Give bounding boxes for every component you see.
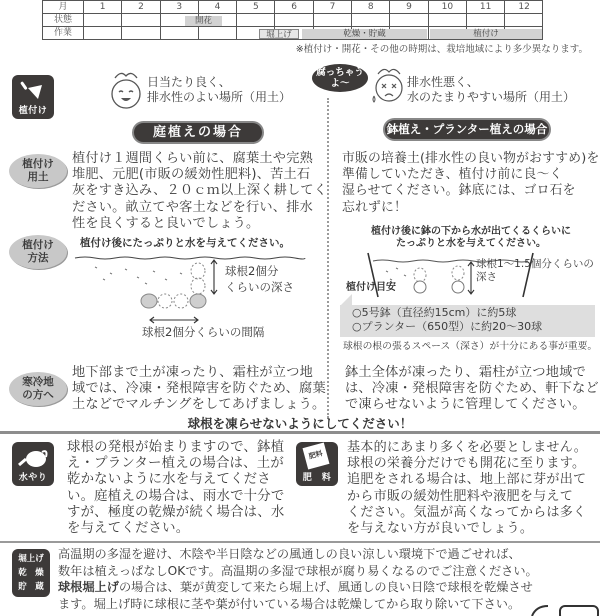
depth-line: くらいの深さ [225, 280, 294, 294]
storage-badge-label [18, 552, 44, 594]
planting-guide-label: 植付け目安 [346, 282, 396, 293]
pot-depth-label [476, 258, 594, 284]
text-line: 乾かないように水を与えてくださ [67, 472, 271, 488]
text-line: 堆肥、元肥(市販の緩効性肥料)、苦土石 [72, 167, 311, 183]
pot-soil-text [342, 151, 599, 216]
good-location-line: 排水性のよい場所（用土） [147, 90, 292, 104]
text-line: 球根の発根が始まりますので、鉢植 [67, 440, 285, 455]
guide-box-pointer [340, 294, 360, 306]
pot-water-instruction [356, 226, 586, 250]
bold-term: 球根堀上げ [58, 580, 119, 594]
text-line: 性を良くすると良いでしょう。 [72, 215, 260, 231]
bubble-line: 腐っちゃう [316, 67, 364, 78]
empty-cell [237, 14, 275, 26]
text-line: い。庭植えの場合は、雨水で十分で [67, 488, 285, 504]
calendar-note: ※植付け・開花・その他の時期は、栽培地域により多少異なります。 [295, 44, 588, 55]
text-line: え・プランター植えの場合は、土が [67, 456, 284, 472]
text-line: ださい。畝立てや客土などを行い、排水 [72, 199, 313, 215]
depth-line: 深さ [476, 271, 497, 283]
guide-item: ○プランター（650型）に約20～30球 [352, 320, 543, 333]
spacing-arrow-icon [148, 316, 200, 324]
digging-bar: 堀上げ [259, 29, 299, 39]
cold-label-line: 寒冷地 [22, 376, 54, 388]
empty-cell [429, 14, 467, 26]
soil-label-line: 用土 [27, 171, 49, 183]
text-line: 灰をすき込み、２０ｃｍ以上深く耕してく [72, 183, 328, 199]
watering-badge-label: 水やり [18, 473, 48, 483]
column-divider [327, 98, 329, 418]
watering-section-badge [12, 442, 54, 486]
depth-line: 球根1～1.5個分くらいの [476, 258, 594, 270]
month-cell: 4 [199, 1, 237, 13]
text-line: 球根の栄養分だけでも開花に至ります。 [347, 456, 586, 472]
text-line: 地下部まで土が凍ったり、霜柱が立つ地 [72, 365, 313, 380]
badge-line: 乾 燥 [18, 568, 44, 578]
text-line: 鉢土全体が凍ったり、霜柱が立つ地域で [345, 365, 586, 380]
text-line: 湿らせてください。鉢底には、ゴロ石を [342, 183, 576, 199]
garden-depth-label [225, 263, 294, 295]
empty-cell [467, 14, 505, 26]
calendar-status-row [43, 14, 542, 27]
empty-cell [314, 14, 352, 26]
text-line: を与えてください。 [67, 521, 190, 537]
pot-cold-text [345, 365, 599, 414]
text-line: 植付け１週間くらい前に、腐葉土や完熟 [72, 151, 313, 166]
empty-cell [84, 27, 122, 40]
soil-label [9, 154, 67, 188]
month-cell: 7 [314, 1, 352, 13]
garden-soil-text [72, 151, 327, 232]
month-cell: 6 [276, 1, 314, 13]
watering-can-icon [18, 447, 50, 469]
good-location-line: 日当たり良く、 [147, 75, 231, 89]
garden-planting-heading: 庭植えの場合 [132, 121, 264, 144]
bad-location-line: 排水性悪く、 [407, 75, 479, 89]
text-line: 高温期の多湿を避け、木陰や半日陰などの風通しの良い涼しい環境下で過ごせれば、 [58, 547, 521, 561]
decorative-corner-shape [530, 604, 600, 616]
fertilizer-bag-icon: 肥料 [303, 443, 330, 470]
bubble-line: よ～ [330, 78, 350, 89]
month-cell: 8 [352, 1, 390, 13]
watering-text [67, 440, 284, 537]
empty-cell [505, 14, 543, 26]
drying-storage-bar: 乾燥・貯蔵 [302, 29, 427, 39]
text-line: すが、極度の乾燥が続く場合は、水 [67, 504, 285, 520]
bad-location-line: 水のたまりやすい場所（用土） [407, 90, 576, 104]
planting-section-badge [12, 75, 54, 119]
fertilizer-badge-label: 肥 料 [302, 473, 332, 483]
pot-depth-note: 球根の根の張るスペース（深さ）が十分にある事が重要。 [343, 341, 598, 352]
text-line: を与えない方が良いでしょう。 [347, 521, 534, 537]
cold-label-line: の方へ [22, 389, 54, 401]
text-line: 域では、冷凍・発根障害を防ぐため、腐葉 [72, 381, 326, 397]
garden-spacing-label: 球根2個分くらいの間隔 [142, 325, 265, 339]
warning-speech-bubble [312, 64, 368, 92]
empty-cell [276, 14, 314, 26]
text-line: から市販の緩効性肥料や液肥を与えて [347, 488, 573, 504]
text-line [58, 579, 538, 596]
storage-text [58, 546, 538, 612]
month-cell: 10 [429, 1, 467, 13]
month-cell: 5 [237, 1, 275, 13]
garden-cold-text [72, 365, 326, 414]
guide-item: ○5号鉢（直径約15cm）に約5球 [352, 306, 517, 319]
section-divider [0, 541, 600, 543]
calendar-month-row [43, 1, 542, 14]
month-cell: 9 [390, 1, 428, 13]
empty-cell [161, 27, 199, 40]
planting-bar: 植付け [430, 29, 542, 39]
section-divider [0, 431, 600, 434]
text-line: 追肥をされる場合は、地上部に芽が出て [347, 472, 587, 488]
instruction-line: たっぷりと水を与えてください。 [396, 238, 546, 249]
text-line: 準備していただき、植付け前に良～く [342, 167, 563, 183]
text-line: 市販の培養土(排水性の良い物がおすすめ)を [342, 151, 600, 166]
empty-cell [352, 14, 390, 26]
pot-planting-heading: 鉢植え・プランター植えの場合 [383, 118, 551, 141]
text-line: は、冷凍・発根障害を防ぐため、軒下など [345, 381, 599, 397]
text-line: で凍らせないように管理してください。 [345, 397, 586, 413]
month-cell: 11 [467, 1, 505, 13]
bad-location-text [407, 75, 575, 105]
happy-bulb-icon [105, 70, 147, 112]
trowel-icon [20, 79, 46, 103]
instruction-line: 植付け後に鉢の下から水が出てくるくらいに [371, 226, 571, 237]
planting-guide-items [352, 306, 542, 334]
depth-line: 球根2個分 [225, 264, 279, 278]
sad-bulb-icon [372, 66, 406, 106]
badge-line: 貯 蔵 [18, 582, 44, 592]
empty-cell [390, 14, 428, 26]
row-label: 作業 [43, 27, 84, 40]
text-line: ます。堀上げ時に球根に茎や葉が付いている場合は乾燥してから取り除いて下さい。 [58, 596, 521, 611]
month-cell: 3 [161, 1, 199, 13]
fertilizer-section-badge [296, 442, 338, 486]
good-location-text [147, 75, 291, 105]
cold-region-label [9, 372, 67, 406]
text-line: 数年は植えっぱなしOKです。高温期の多湿で球根が腐り易くなるのでご注意ください。 [58, 563, 538, 578]
empty-cell [122, 27, 160, 40]
month-cell: 12 [518, 2, 530, 12]
empty-cell [84, 14, 122, 26]
month-cell: 1 [84, 1, 122, 13]
text-line: 忘れずに！ [342, 199, 407, 215]
badge-line: 堀上げ [18, 554, 44, 564]
method-label [9, 235, 67, 269]
empty-cell [199, 27, 237, 40]
calendar-work-row [43, 27, 542, 40]
text-span: の場合は、葉が黄変して来たら堀上げ、風通しの良い日陰で球根を乾燥させ [118, 580, 533, 594]
text-line: ください。気温が高くなってからは多く [347, 504, 587, 520]
method-label-line: 方法 [27, 252, 49, 264]
storage-section-badge [12, 549, 50, 597]
garden-water-instruction: 植付け後にたっぷりと水を与えてください。 [80, 237, 290, 249]
method-label-line: 植付け [22, 239, 54, 251]
planting-badge-label: 植付け [18, 106, 48, 116]
text-line: 土などでマルチングをしてあげましょう。 [72, 397, 326, 413]
fertilizer-text [347, 440, 587, 537]
calendar-header-label: 月 [43, 1, 84, 13]
soil-label-line: 植付け [22, 158, 54, 170]
cultivation-calendar [42, 0, 543, 40]
text-line: 基本的にあまり多くを必要としません。 [347, 440, 588, 455]
bloom-bar: 開花 [185, 16, 222, 26]
freeze-warning: 球根を凍らせないようにしてください！ [187, 416, 413, 431]
empty-cell [122, 14, 160, 26]
row-label: 状態 [43, 14, 84, 26]
month-cell: 2 [122, 1, 160, 13]
